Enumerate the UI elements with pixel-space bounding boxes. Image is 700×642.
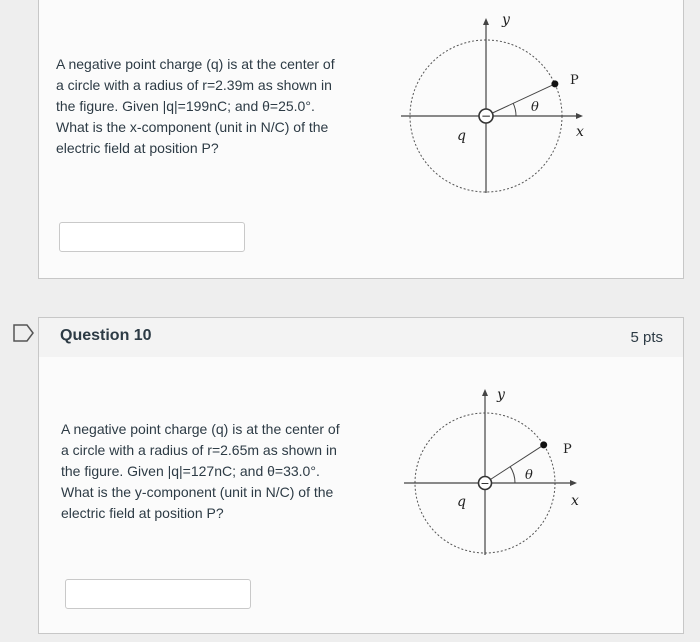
point-p-label: P (563, 442, 572, 457)
point-p-label: P (570, 73, 579, 88)
charge-sign: − (480, 477, 490, 490)
question-9-text: A negative point charge (q) is at the center of a circle with a radius of r=2.39m as shown in the figure. Given |q|=199nC; and θ=25.0°. What is the x-component (unit in N/C) of the electric field at position P? (56, 56, 335, 156)
question-10-points: 5 pts (630, 329, 663, 346)
question-10-body (38, 357, 684, 634)
radius-line (486, 84, 555, 116)
x-axis-arrow-icon (576, 113, 583, 119)
x-axis-label: x (571, 493, 579, 509)
theta-label: θ (531, 100, 539, 115)
charge-q-label: q (457, 494, 466, 510)
theta-arc (513, 103, 516, 116)
x-axis-label: x (576, 124, 584, 140)
y-axis-label: y (497, 387, 505, 403)
question-9-answer-input[interactable] (59, 222, 245, 252)
y-axis-arrow-icon (482, 389, 488, 396)
theta-arc (510, 467, 515, 483)
y-axis-label: y (502, 12, 510, 28)
charge-sign: − (480, 109, 492, 123)
question-10-figure (401, 379, 601, 569)
theta-label: θ (525, 468, 533, 483)
charge-q-label: q (457, 128, 466, 144)
y-axis-arrow-icon (483, 18, 489, 25)
question-9-figure (399, 5, 599, 205)
question-10-title: Question 10 (60, 327, 152, 344)
x-axis-arrow-icon (570, 480, 577, 486)
question-flag-icon[interactable] (13, 324, 35, 342)
question-10-text: A negative point charge (q) is at the center of a circle with a radius of r=2.65m as shown in the figure. Given |q|=127nC; and θ=33.0°. What is the y-component (unit in N/C) of the electric field at position P? (61, 421, 340, 521)
question-10-answer-input[interactable] (65, 579, 251, 609)
point-p-dot (551, 80, 558, 87)
question-10-header (38, 317, 684, 359)
point-p-dot (540, 441, 547, 448)
question-9-body (38, 0, 684, 279)
